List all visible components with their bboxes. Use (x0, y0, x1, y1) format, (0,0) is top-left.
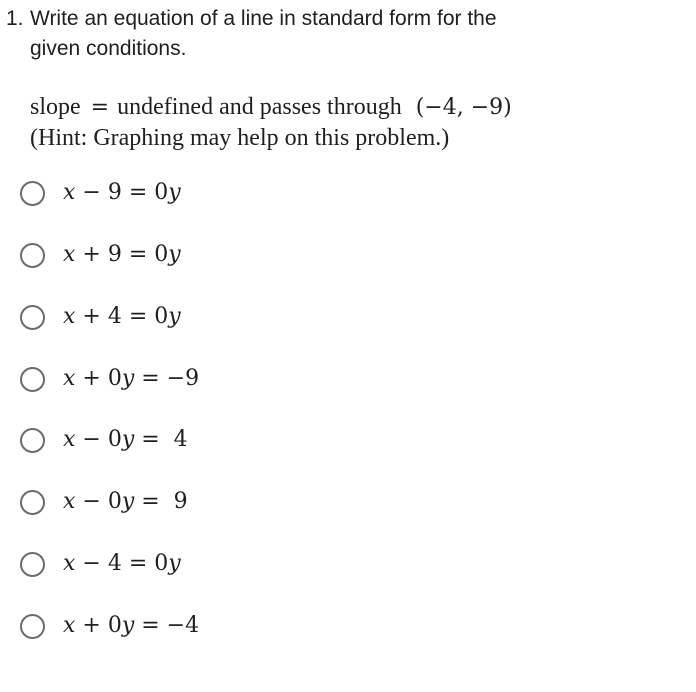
answer-option-c[interactable] (20, 300, 181, 334)
point-coordinates: (−4, −9) (415, 95, 512, 120)
option-label: 𝑥 + 0𝑦 = −9 (63, 366, 200, 391)
question-prompt (6, 4, 646, 64)
radio-button-icon[interactable] (20, 428, 45, 453)
option-label: 𝑥 − 0𝑦 = 4 (63, 427, 188, 452)
radio-button-icon[interactable] (20, 305, 45, 330)
answer-option-h[interactable] (20, 609, 199, 643)
radio-button-icon[interactable] (20, 552, 45, 577)
radio-button-icon[interactable] (20, 614, 45, 639)
question-conditions (30, 92, 512, 153)
option-label: 𝑥 + 0𝑦 = −4 (63, 613, 200, 638)
slope-value: undefined and passes through (117, 94, 402, 120)
prompt-line-2: given conditions. (30, 37, 187, 60)
question-number: 1. (6, 7, 24, 30)
prompt-line-1: Write an equation of a line in standard form for the (30, 7, 497, 30)
hint-text: (Hint: Graphing may help on this problem.) (30, 125, 450, 151)
option-label: 𝑥 + 4 = 0𝑦 (63, 304, 181, 329)
answer-option-d[interactable] (20, 362, 199, 396)
slope-label: slope (30, 94, 81, 120)
answer-option-g[interactable] (20, 547, 181, 581)
answer-option-b[interactable] (20, 238, 181, 272)
radio-button-icon[interactable] (20, 367, 45, 392)
option-label: 𝑥 + 9 = 0𝑦 (63, 242, 181, 267)
option-label: 𝑥 − 4 = 0𝑦 (63, 551, 181, 576)
slope-line (30, 92, 512, 123)
radio-button-icon[interactable] (20, 243, 45, 268)
radio-button-icon[interactable] (20, 490, 45, 515)
answer-option-f[interactable] (20, 485, 188, 519)
option-label: 𝑥 − 0𝑦 = 9 (63, 489, 188, 514)
answer-option-e[interactable] (20, 423, 188, 457)
option-label: 𝑥 − 9 = 0𝑦 (63, 180, 181, 205)
answer-option-a[interactable] (20, 176, 181, 210)
slope-equals: = (90, 95, 110, 120)
radio-button-icon[interactable] (20, 181, 45, 206)
